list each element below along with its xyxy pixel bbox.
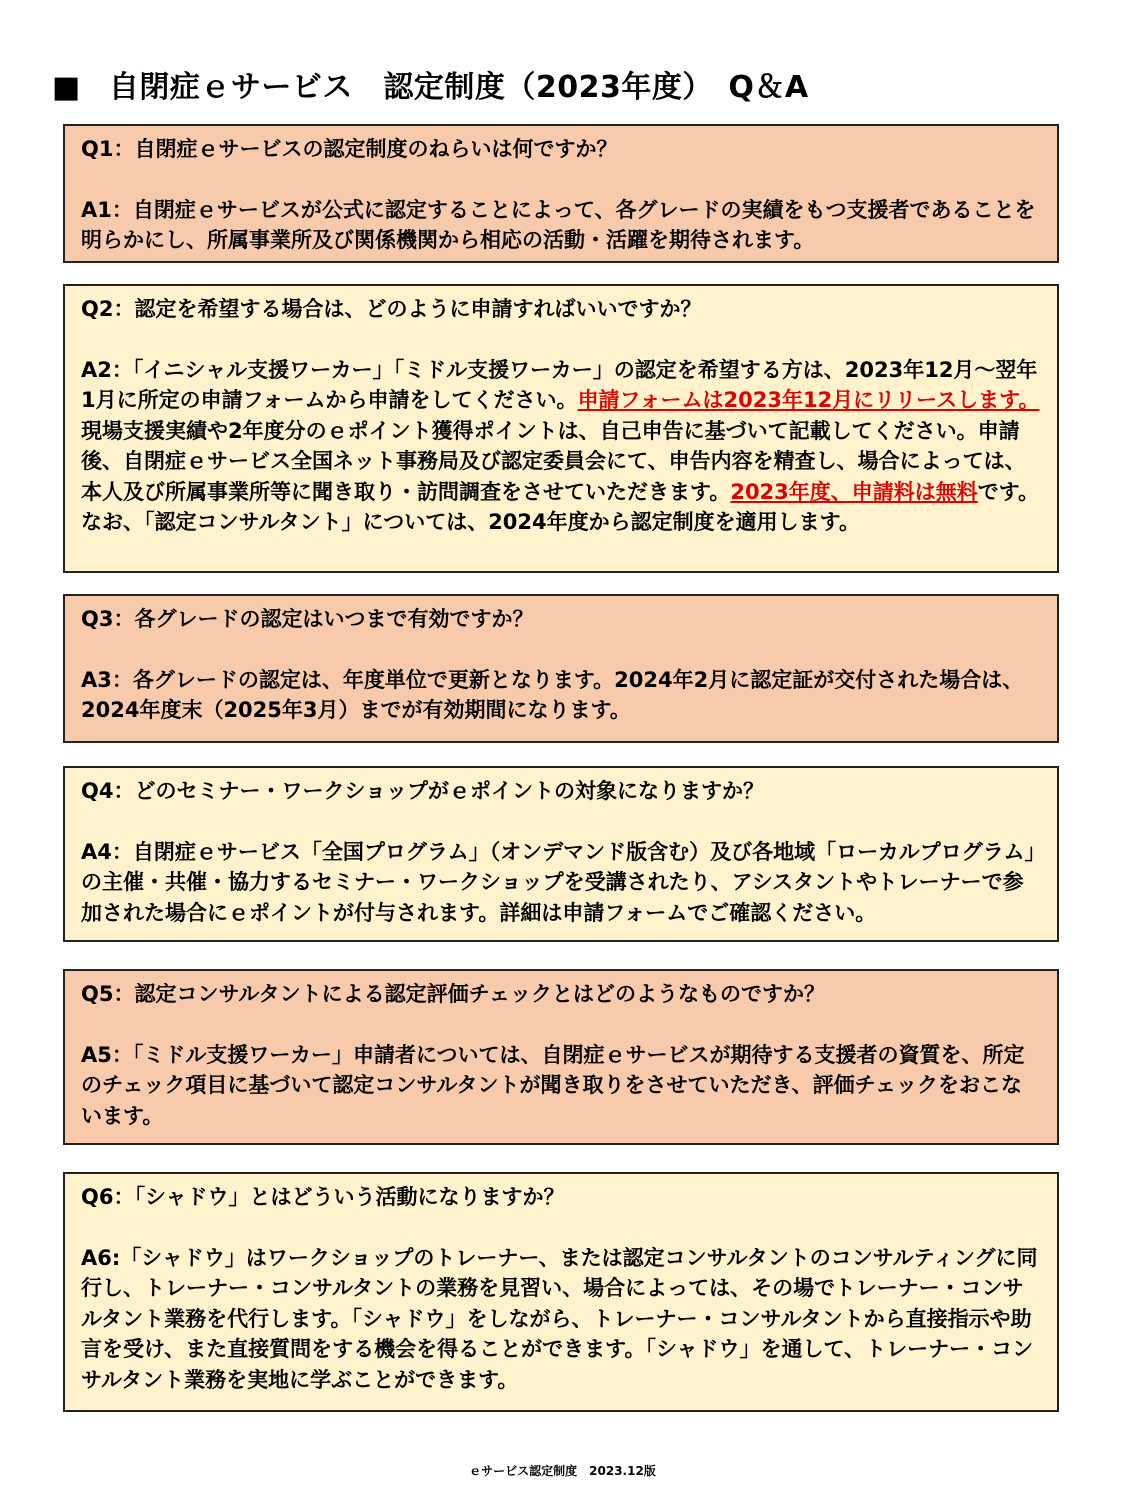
qa-box-6 — [63, 1172, 1059, 1412]
qa-box-5 — [63, 969, 1059, 1145]
answer-2-text-3: です。なお、「認定コンサルタント」については、2024年度から認定制度を適用します。 — [81, 479, 1040, 534]
answer-3: A3：各グレードの認定は、年度単位で更新となります。2024年2月に認定証が交付された場合は、2024年度末（2025年3月）までが有効期間になります。 — [81, 667, 1024, 722]
question-4: Q4：どのセミナー・ワークショップがｅポイントの対象になりますか？ — [81, 779, 765, 803]
qa-box-4 — [63, 766, 1059, 942]
answer-2-highlight-fee: 2023年度、申請料は無料 — [730, 479, 978, 504]
qa-box-1 — [63, 124, 1059, 263]
question-3: Q3：各グレードの認定はいつまで有効ですか？ — [81, 607, 534, 631]
answer-2-text-2: 現場支援実績や2年度分のｅポイント獲得ポイントは、自己申告に基づいて記載してください。申請後、自閉症ｅサービス全国ネット事務局及び認定委員会にて、申告内容を精査し、場合によっては、本人及び所属事業所等に聞き取り・訪問調査をさせていただきます。 — [81, 418, 1026, 504]
square-bullet-icon: ■ — [52, 70, 81, 105]
answer-4: A4：自閉症ｅサービス「全国プログラム」（オンデマンド版含む）及び各地域「ローカルプログラム」の主催・共催・協力するセミナー・ワークショップを受講されたり、アシスタントやトレーナーで参加された場合にｅポイントが付与されます。詳細は申請フォームでご確認ください。 — [81, 839, 1036, 925]
footer-version: ｅサービス認定制度 2023.12版 — [469, 1464, 656, 1478]
answer-2-text-1: A2：「イニシャル支援ワーカー」「ミドル支援ワーカー」の認定を希望する方は、2023年12月～翌年1月に所定の申請フォームから申請をしてください。 — [81, 357, 1038, 412]
question-1: Q1：自閉症ｅサービスの認定制度のねらいは何ですか？ — [81, 137, 618, 161]
page-title — [52, 62, 1072, 106]
answer-2 — [81, 355, 1041, 538]
qa-box-3 — [63, 594, 1059, 743]
question-2: Q2：認定を希望する場合は、どのように申請すればいいですか？ — [81, 297, 702, 321]
page-title-text: 自閉症ｅサービス 認定制度（2023年度） Q＆A — [108, 70, 809, 105]
answer-2-highlight-release: 申請フォームは2023年12月にリリースします。 — [577, 388, 1040, 412]
qa-box-2 — [63, 284, 1059, 573]
question-5: Q5：認定コンサルタントによる認定評価チェックとはどのようなものですか？ — [81, 982, 825, 1006]
question-6: Q6：「シャドウ」とはどういう活動になりますか？ — [81, 1185, 565, 1209]
answer-5: A5：「ミドル支援ワーカー」申請者については、自閉症ｅサービスが期待する支援者の資質を、所定のチェック項目に基づいて認定コンサルタントが聞き取りをさせていただき、評価チェックをおこないます。 — [81, 1042, 1025, 1128]
answer-1: A1：自閉症ｅサービスが公式に認定することによって、各グレードの実績をもつ支援者であることを明らかにし、所属事業所及び関係機関から相応の活動・活躍を期待されます。 — [81, 197, 1036, 252]
answer-6: A6:「シャドウ」はワークショップのトレーナー、または認定コンサルタントのコンサルティングに同行し、トレーナー・コンサルタントの業務を見習い、場合によっては、その場でトレーナー・コンサルタント業務を代行します。「シャドウ」をしながら、トレーナー・コンサルタントから直接指示や助言を受け、また直接質問をする機会を得ることができます。「シャドウ」を通して、トレーナー・コンサルタント業務を実地に学ぶことができます。 — [81, 1245, 1038, 1392]
